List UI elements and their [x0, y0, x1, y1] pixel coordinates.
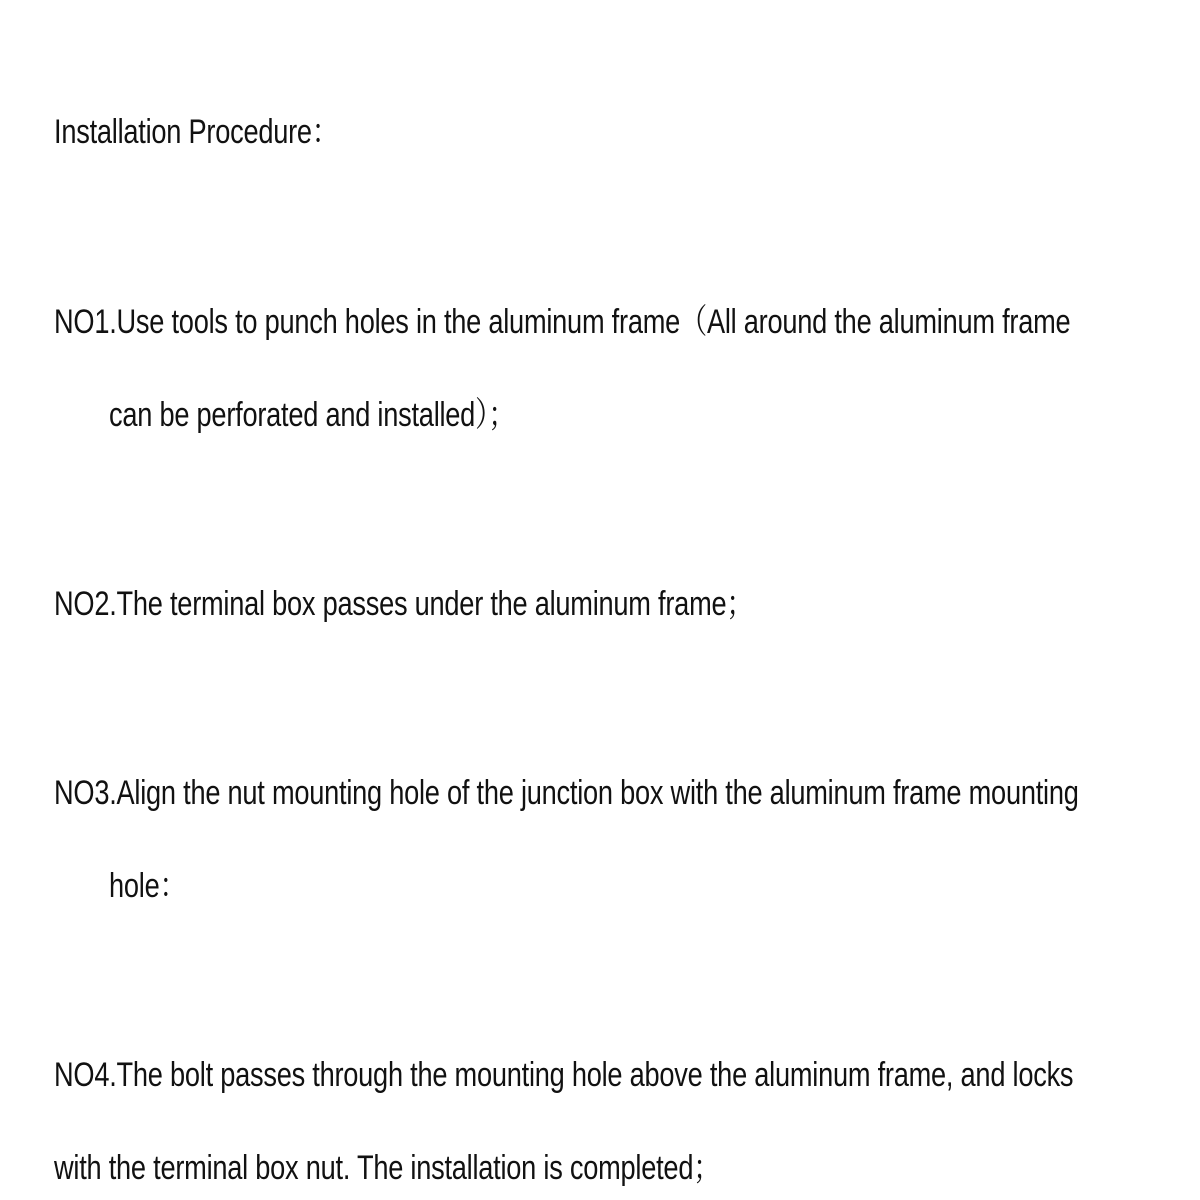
step-1-line-1: NO1.Use tools to punch holes in the aluminum frame（All around the aluminum frame	[54, 303, 1071, 341]
step-2-line-1: NO2.The terminal box passes under the aluminum frame；	[54, 585, 754, 623]
step-4-line-1: NO4.The bolt passes through the mounting hole above the aluminum frame, and locks	[54, 1056, 1074, 1094]
procedure-heading: Installation Procedure：	[54, 113, 339, 151]
step-3-line-2: hole：	[109, 867, 187, 905]
step-3-line-1: NO3.Align the nut mounting hole of the junction box with the aluminum frame mounting	[54, 774, 1079, 812]
step-1-line-2: can be perforated and installed）；	[109, 396, 516, 434]
step-4-line-2: with the terminal box nut. The installation is completed；	[54, 1149, 721, 1187]
